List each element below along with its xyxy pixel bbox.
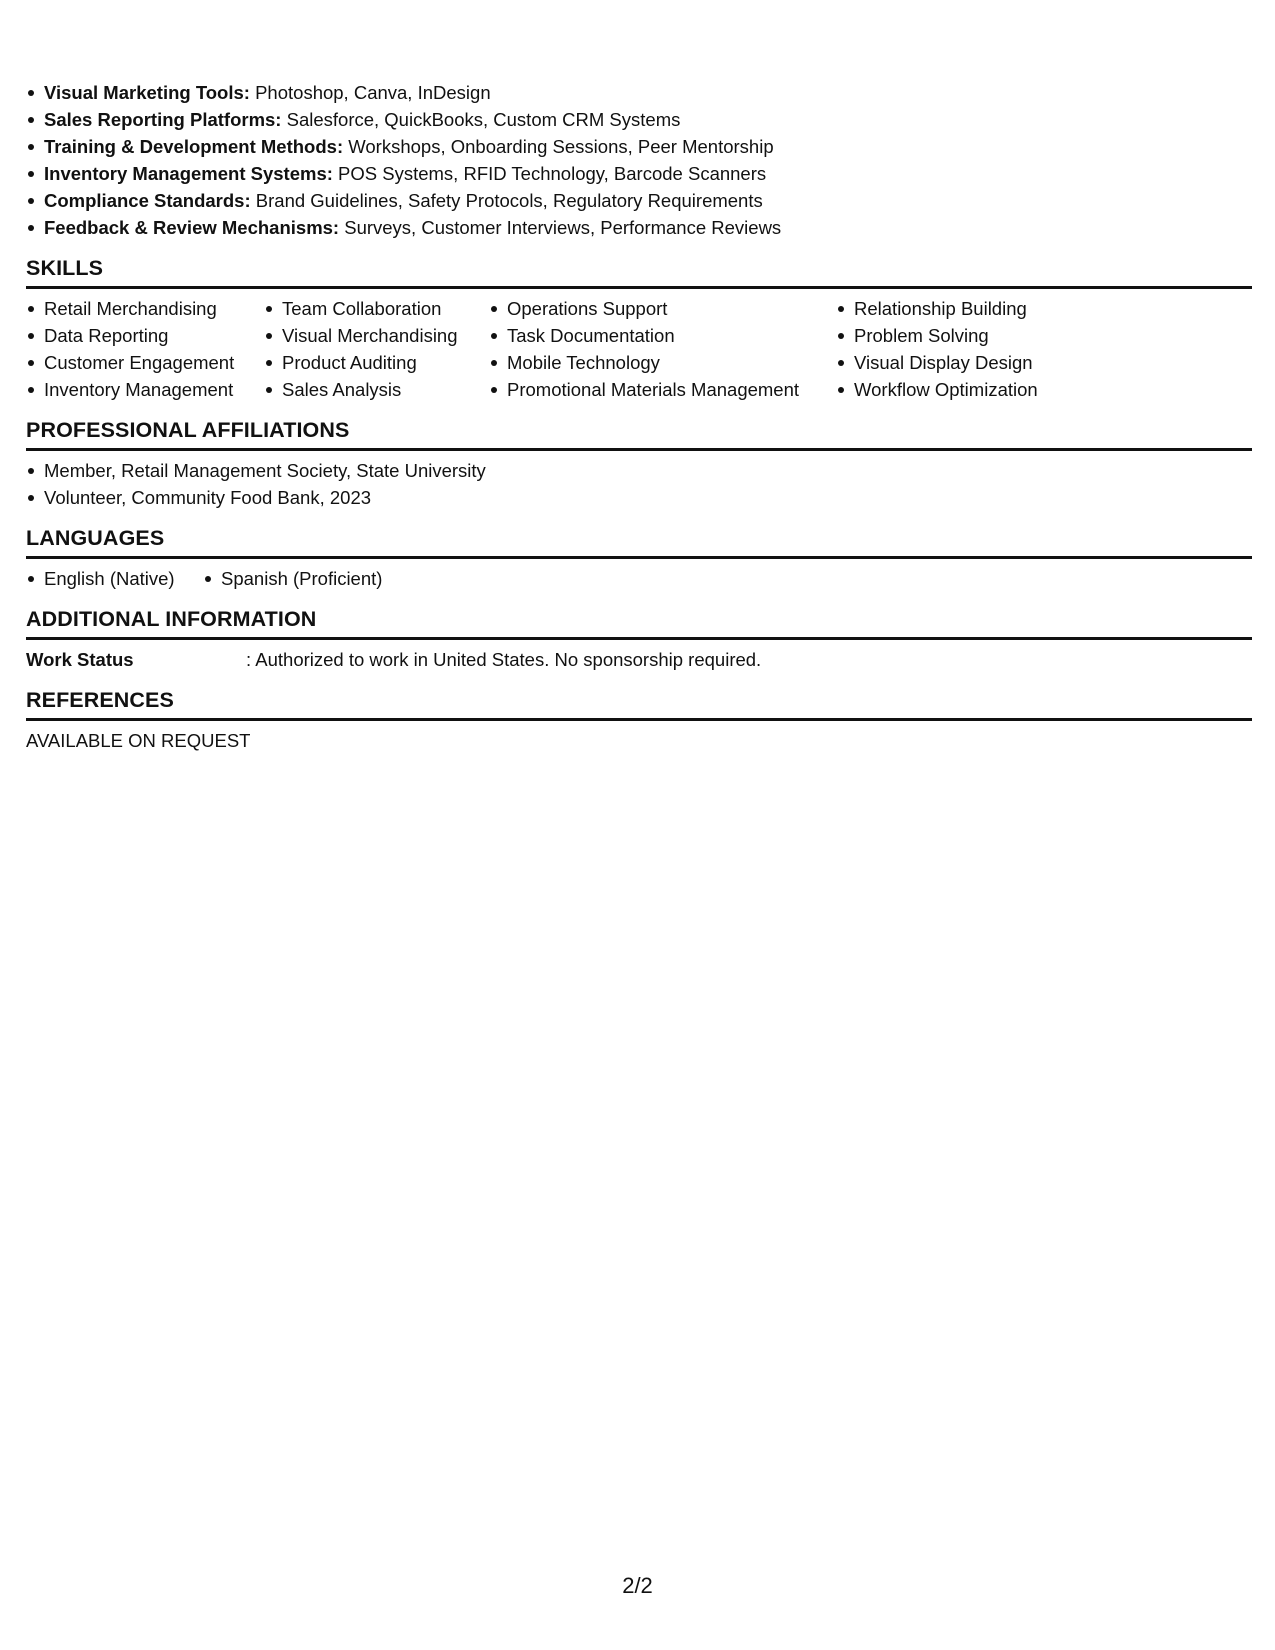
- tool-label: Inventory Management Systems:: [44, 163, 333, 184]
- list-item: [26, 133, 1252, 160]
- tool-value: Surveys, Customer Interviews, Performance Reviews: [339, 217, 782, 238]
- skills-section: [26, 255, 1252, 403]
- skill-item: Operations Support: [489, 295, 836, 322]
- skill-item: Visual Merchandising: [264, 322, 489, 349]
- tool-value: Photoshop, Canva, InDesign: [249, 82, 491, 103]
- language-item: English (Native): [26, 565, 203, 592]
- work-status-row: [26, 646, 1252, 673]
- skill-item: Promotional Materials Management: [489, 376, 836, 403]
- languages-row: [26, 565, 1252, 592]
- section-title: PROFESSIONAL AFFILIATIONS: [26, 417, 1252, 451]
- tool-value: Brand Guidelines, Safety Protocols, Regulatory Requirements: [250, 190, 763, 211]
- skill-item: Product Auditing: [264, 349, 489, 376]
- section-title: LANGUAGES: [26, 525, 1252, 559]
- tool-label: Feedback & Review Mechanisms:: [44, 217, 340, 238]
- work-status-value: : Authorized to work in United States. No sponsorship required.: [246, 649, 762, 670]
- skill-item: Data Reporting: [26, 322, 264, 349]
- resume-page: [26, 79, 1252, 754]
- languages-list: [26, 565, 203, 592]
- tool-value: POS Systems, RFID Technology, Barcode Scanners: [332, 163, 767, 184]
- tool-value: Salesforce, QuickBooks, Custom CRM Systems: [281, 109, 681, 130]
- tool-label: Training & Development Methods:: [44, 136, 344, 157]
- skill-item: Retail Merchandising: [26, 295, 264, 322]
- language-item: Spanish (Proficient): [203, 565, 382, 592]
- skills-grid: [26, 295, 1252, 403]
- additional-info-section: [26, 606, 1252, 673]
- skill-item: Problem Solving: [836, 322, 1096, 349]
- skill-item: Mobile Technology: [489, 349, 836, 376]
- affiliations-list: [26, 457, 1252, 511]
- list-item: [26, 214, 1252, 241]
- skill-item: Customer Engagement: [26, 349, 264, 376]
- section-title: SKILLS: [26, 255, 1252, 289]
- skills-column: [836, 295, 1096, 403]
- skill-item: Inventory Management: [26, 376, 264, 403]
- list-item: [26, 106, 1252, 133]
- tool-value: Workshops, Onboarding Sessions, Peer Mentorship: [343, 136, 774, 157]
- tools-list: [26, 79, 1252, 241]
- skill-item: Sales Analysis: [264, 376, 489, 403]
- section-title: REFERENCES: [26, 687, 1252, 721]
- tool-label: Sales Reporting Platforms:: [44, 109, 282, 130]
- page-number: 2/2: [622, 1573, 653, 1598]
- list-item: Volunteer, Community Food Bank, 2023: [26, 484, 1252, 511]
- work-status-label: Work Status: [26, 649, 134, 670]
- tool-label: Compliance Standards:: [44, 190, 251, 211]
- list-item: [26, 187, 1252, 214]
- skill-item: Visual Display Design: [836, 349, 1096, 376]
- skill-item: Relationship Building: [836, 295, 1096, 322]
- list-item: [26, 79, 1252, 106]
- skill-item: Workflow Optimization: [836, 376, 1096, 403]
- skill-item: Task Documentation: [489, 322, 836, 349]
- languages-list: [203, 565, 382, 592]
- skills-column: [26, 295, 264, 403]
- list-item: [26, 160, 1252, 187]
- section-title: ADDITIONAL INFORMATION: [26, 606, 1252, 640]
- affiliations-section: [26, 417, 1252, 511]
- references-text: AVAILABLE ON REQUEST: [26, 730, 251, 751]
- tool-label: Visual Marketing Tools:: [44, 82, 250, 103]
- skills-column: [489, 295, 836, 403]
- references-section: [26, 687, 1252, 754]
- languages-section: [26, 525, 1252, 592]
- list-item: Member, Retail Management Society, State University: [26, 457, 1252, 484]
- skills-column: [264, 295, 489, 403]
- skill-item: Team Collaboration: [264, 295, 489, 322]
